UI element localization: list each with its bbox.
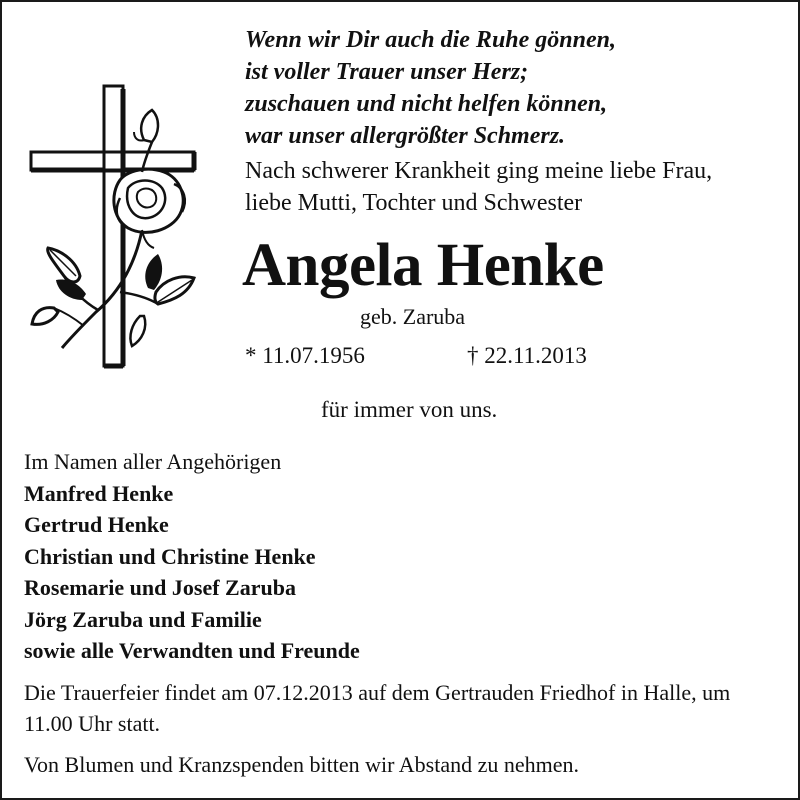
intro-line: Nach schwerer Krankheit ging meine liebe Frau,: [245, 158, 713, 184]
death-date: † 22.11.2013: [467, 343, 587, 368]
mourner-name: Jörg Zaruba und Familie: [24, 606, 262, 632]
poem: [245, 24, 785, 152]
deceased-name: Angela Henke: [242, 232, 604, 299]
mourner-name: Gertrud Henke: [24, 512, 169, 537]
poem-line: zuschauen und nicht helfen können,: [245, 91, 608, 117]
poem-line: war unser allergrößter Schmerz.: [245, 123, 566, 149]
maiden-name: geb. Zaruba: [360, 304, 466, 329]
mourner-name: Christian und Christine Henke: [24, 543, 316, 569]
flowers-note: Von Blumen und Kranzspenden bitten wir Abstand zu nehmen.: [24, 752, 579, 777]
intro-line: liebe Mutti, Tochter und Schwester: [245, 190, 583, 216]
intro-text: [245, 155, 790, 219]
mourners-list: [24, 446, 784, 667]
mourner-name: Manfred Henke: [24, 480, 174, 506]
cross-with-rose-icon: [24, 80, 202, 376]
ceremony-info: Die Trauerfeier findet am 07.12.2013 auf dem Gertrauden Friedhof in Halle, um 11.00 Uhr statt.: [24, 680, 731, 736]
mourner-name: sowie alle Verwandten und Freunde: [24, 638, 360, 663]
mourner-name: Rosemarie und Josef Zaruba: [24, 575, 296, 600]
birth-date: * 11.07.1956: [245, 343, 365, 368]
closing-line: für immer von uns.: [321, 397, 498, 422]
poem-line: Wenn wir Dir auch die Ruhe gönnen,: [245, 27, 616, 53]
mourners-intro: Im Namen aller Angehörigen: [24, 449, 282, 474]
poem-line: ist voller Trauer unser Herz;: [245, 59, 529, 85]
